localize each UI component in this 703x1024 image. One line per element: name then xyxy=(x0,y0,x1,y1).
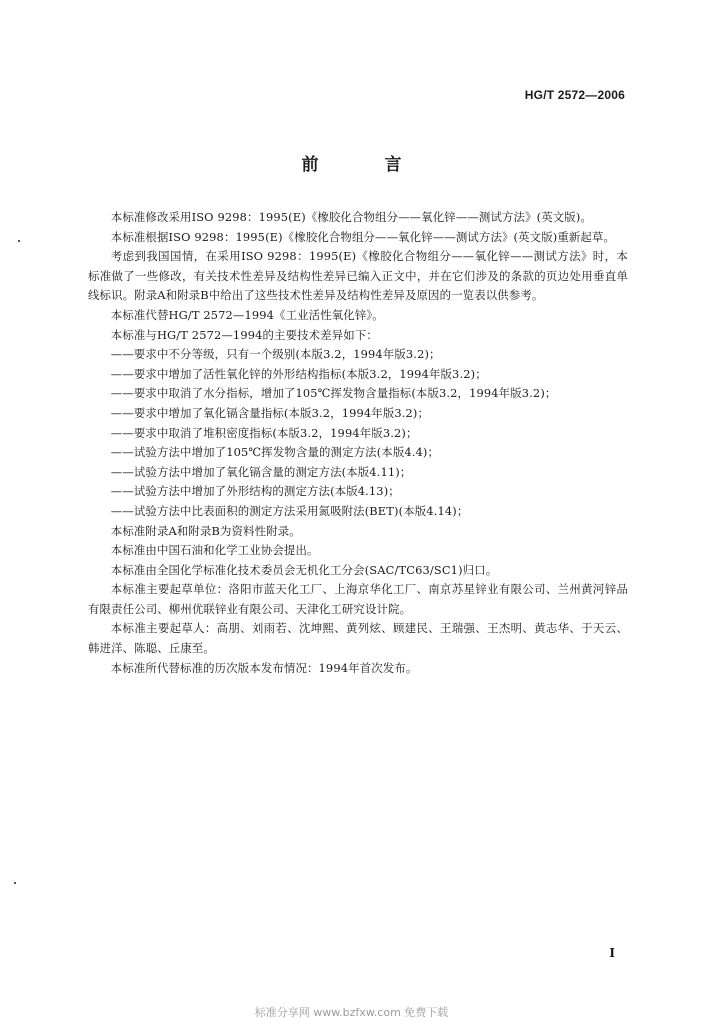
scan-speck xyxy=(18,240,20,242)
change-item: ——要求中取消了水分指标，增加了105℃挥发物含量指标(本版3.2，1994年版3.2)； xyxy=(110,386,557,401)
paragraph: 本标准与HG/T 2572—1994的主要技术差异如下： xyxy=(110,327,378,342)
scan-speck xyxy=(14,882,16,884)
paragraph: 本标准所代替标准的历次版本发布情况：1994年首次发布。 xyxy=(110,660,418,675)
paragraph: 本标准根据ISO 9298：1995(E)《橡胶化合物组分——氧化锌——测试方法》(英文版)重新起草。 xyxy=(110,229,616,244)
paragraph: 本标准主要起草单位：洛阳市蓝天化工厂、上海京华化工厂、南京苏星锌业有限公司、兰州黄河锌品有限责任公司、柳州优联锌业有限公司、天津化工研究设计院。 xyxy=(88,582,628,616)
change-item: ——要求中增加了氧化镉含量指标(本版3.2，1994年版3.2)； xyxy=(110,405,430,420)
change-item: ——试验方法中增加了氧化镉含量的测定方法(本版4.11)； xyxy=(110,464,412,479)
paragraph: 本标准由全国化学标准化技术委员会无机化工分会(SAC/TC63/SC1)归口。 xyxy=(110,562,498,577)
change-item: ——试验方法中比表面积的测定方法采用氮吸附法(BET)(本版4.14)； xyxy=(110,503,469,518)
paragraph: 本标准附录A和附录B为资料性附录。 xyxy=(110,523,301,538)
paragraph: 考虑到我国国情，在采用ISO 9298：1995(E)《橡胶化合物组分——氧化锌——测试方法》时，本标准做了一些修改，有关技术性差异及结构性差异已编入正文中，并在它们涉及的条款的页边处用垂直单线标识。附录A和附录B中给出了这些技术性差异及结构性差异及原因的一览表以供参考。 xyxy=(88,249,628,303)
footer-watermark: 标准分享网 www.bzfxw.com 免费下载 xyxy=(254,1006,449,1019)
page-title: 前 言 xyxy=(301,155,432,175)
change-item: ——试验方法中增加了外形结构的测定方法(本版4.13)； xyxy=(110,484,400,499)
document-body xyxy=(88,208,628,678)
change-item: ——要求中取消了堆积密度指标(本版3.2，1994年版3.2)； xyxy=(110,425,418,440)
standard-code: HG/T 2572—2006 xyxy=(524,88,625,102)
paragraph: 本标准由中国石油和化学工业协会提出。 xyxy=(110,543,319,558)
paragraph: 本标准主要起草人：高朋、刘雨若、沈坤熙、黄列炫、顾建民、王瑞强、王杰明、黄志华、于天云、韩进洋、陈聪、丘康至。 xyxy=(88,621,628,656)
paragraph: 本标准代替HG/T 2572—1994《工业活性氧化锌》。 xyxy=(110,307,384,322)
page-number: I xyxy=(609,946,615,960)
paragraph: 本标准修改采用ISO 9298：1995(E)《橡胶化合物组分——氧化锌——测试方法》(英文版)。 xyxy=(110,210,592,224)
change-item: ——要求中增加了活性氧化锌的外形结构指标(本版3.2，1994年版3.2)； xyxy=(110,366,487,381)
change-item: ——要求中不分等级，只有一个级别(本版3.2，1994年版3.2)； xyxy=(110,347,441,362)
change-item: ——试验方法中增加了105℃挥发物含量的测定方法(本版4.4)； xyxy=(110,445,440,460)
